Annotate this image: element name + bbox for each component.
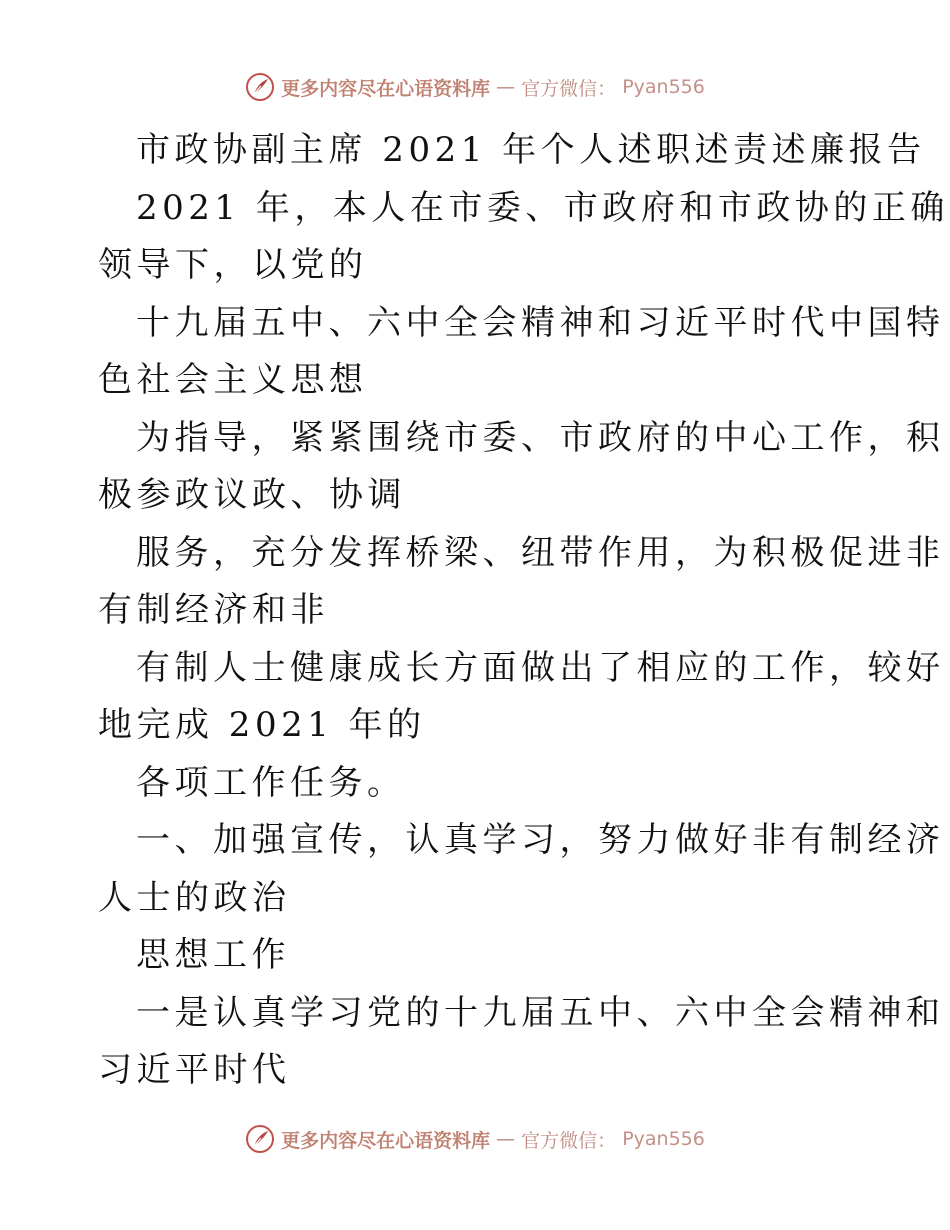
banner-text: 更多内容尽在心语资料库 [281, 77, 491, 100]
banner-wechat-id: Pyan556 [622, 76, 705, 98]
paragraph-line: 十九届五中、六中全会精神和习近平时代中国特 [136, 302, 945, 343]
paragraph-line: 一是认真学习党的十九届五中、六中全会精神和 [136, 992, 945, 1033]
section-heading: 一、加强宣传，认真学习，努力做好非有制经济 [136, 820, 945, 860]
header-banner [0, 72, 950, 102]
feather-pen-logo-icon [245, 1124, 275, 1154]
paragraph-line: 为指导，紧紧围绕市委、市政府的中心工作，积 [136, 417, 945, 458]
paragraph-line: 有制人士健康成长方面做出了相应的工作，较好 [136, 647, 945, 688]
banner-text: 更多内容尽在心语资料库 [281, 1129, 491, 1152]
paragraph-line: 习近平时代 [98, 1050, 291, 1090]
paragraph-line: 各项工作任务。 [136, 762, 406, 803]
document-title: 市政协副主席 2021 年个人述职述责述廉报告 [136, 130, 926, 170]
banner-wechat-label: 官方微信： [521, 1129, 617, 1152]
paragraph-line: 有制经济和非 [98, 590, 329, 630]
paragraph-line: 地完成 2021 年的 [98, 705, 426, 745]
paragraph-line: 服务，充分发挥桥梁、纽带作用，为积极促进非 [136, 532, 945, 573]
feather-pen-logo-icon [245, 72, 275, 102]
footer-banner [0, 1124, 950, 1154]
banner-separator: — [496, 1128, 516, 1150]
paragraph-line: 2021 年，本人在市委、市政府和市政协的正确 [136, 187, 949, 228]
banner-wechat-id: Pyan556 [622, 1128, 705, 1150]
paragraph-line: 极参政议政、协调 [98, 475, 406, 515]
paragraph-line: 领导下，以党的 [98, 245, 368, 285]
banner-separator: — [496, 76, 516, 98]
section-heading-continued: 人士的政治 [98, 877, 291, 918]
section-heading-continued: 思想工作 [136, 935, 290, 975]
document-body [98, 122, 949, 1100]
paragraph-line: 色社会主义思想 [98, 360, 368, 400]
banner-wechat-label: 官方微信： [521, 77, 617, 100]
